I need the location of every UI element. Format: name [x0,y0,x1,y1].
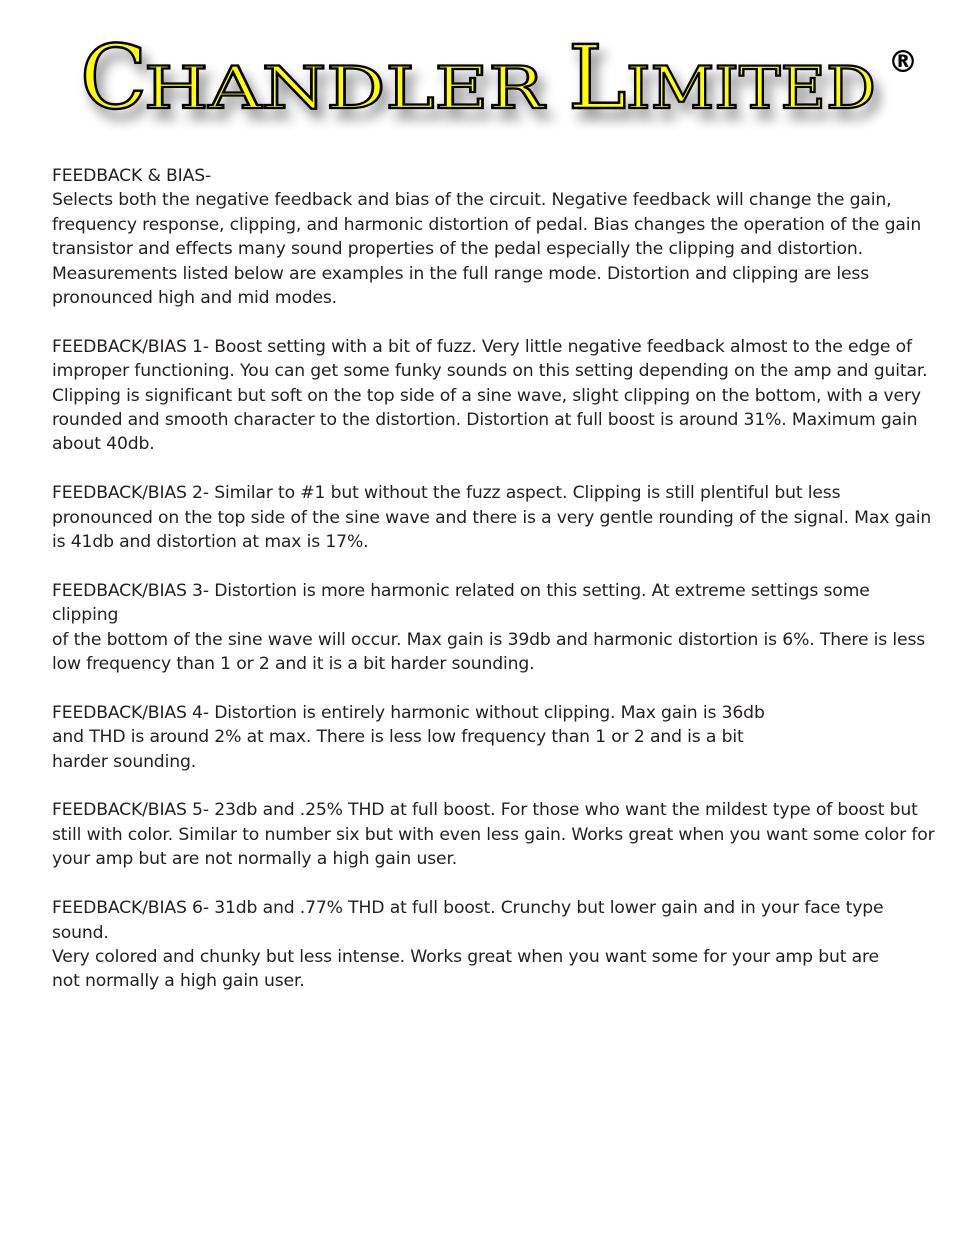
setting-4-paragraph: FEEDBACK/BIAS 4- Distortion is entirely harmonic without clipping. Max gain is 36db and THD is around 2% at max. There is less low frequency than 1 or 2 and is a bit harder sounding. [52,702,765,772]
setting-6-paragraph: FEEDBACK/BIAS 6- 31db and .77% THD at full boost. Crunchy but lower gain and in your face type sound. Very colored and chunky but less intense. Works great when you want some for your amp but are not normally a high gain user. [52,898,884,992]
logo-letter-c: C [80,30,148,129]
logo-word-1-rest: HANDLER [144,54,547,122]
registered-mark: ® [888,45,918,80]
setting-5-paragraph: FEEDBACK/BIAS 5- 23db and .25% THD at full boost. For those who want the mildest type of boost but still with color. Similar to number six but with even less gain. Works great when you want some color for your amp but are not normally a high gain user. [52,800,935,870]
intro-paragraph: FEEDBACK & BIAS- Selects both the negative feedback and bias of the circuit. Negative feedback will change the gain, frequency response, clipping, and harmonic distortion of pedal. Bias changes the operation of the gain transistor and effects many sound properties of the pedal especially the clipping and distortion. Measurements listed below are examples in the full range mode. Distortion and clipping are less pronounced high and mid modes. [52,166,922,309]
logo-wordmark [80,30,876,129]
logo-letter-l: L [568,30,627,129]
setting-1-paragraph: FEEDBACK/BIAS 1- Boost setting with a bit of fuzz. Very little negative feedback almost to the edge of improper functioning. You can get some funky sounds on this setting depending on the amp and guitar. Clipping is significant but soft on the top side of a sine wave, slight clipping on the bottom, with a very rounded and smooth character to the distortion. Distortion at full boost is around 31%. Maximum gain about 40db. [52,336,928,455]
setting-3-paragraph: FEEDBACK/BIAS 3- Distortion is more harmonic related on this setting. At extreme settings some clipping of the bottom of the sine wave will occur. Max gain is 39db and harmonic distortion is 6%. There is less low frequency than 1 or 2 and it is a bit harder sounding. [52,580,926,675]
logo-word-2-rest: IMITED [626,54,876,122]
brand-logo [78,30,928,140]
document-body [52,164,937,1018]
setting-2-paragraph: FEEDBACK/BIAS 2- Similar to #1 but without the fuzz aspect. Clipping is still plentiful but less pronounced on the top side of the sine wave and there is a very gentle rounding of the signal. Max gain is 41db and distortion at max is 17%. [52,483,932,553]
